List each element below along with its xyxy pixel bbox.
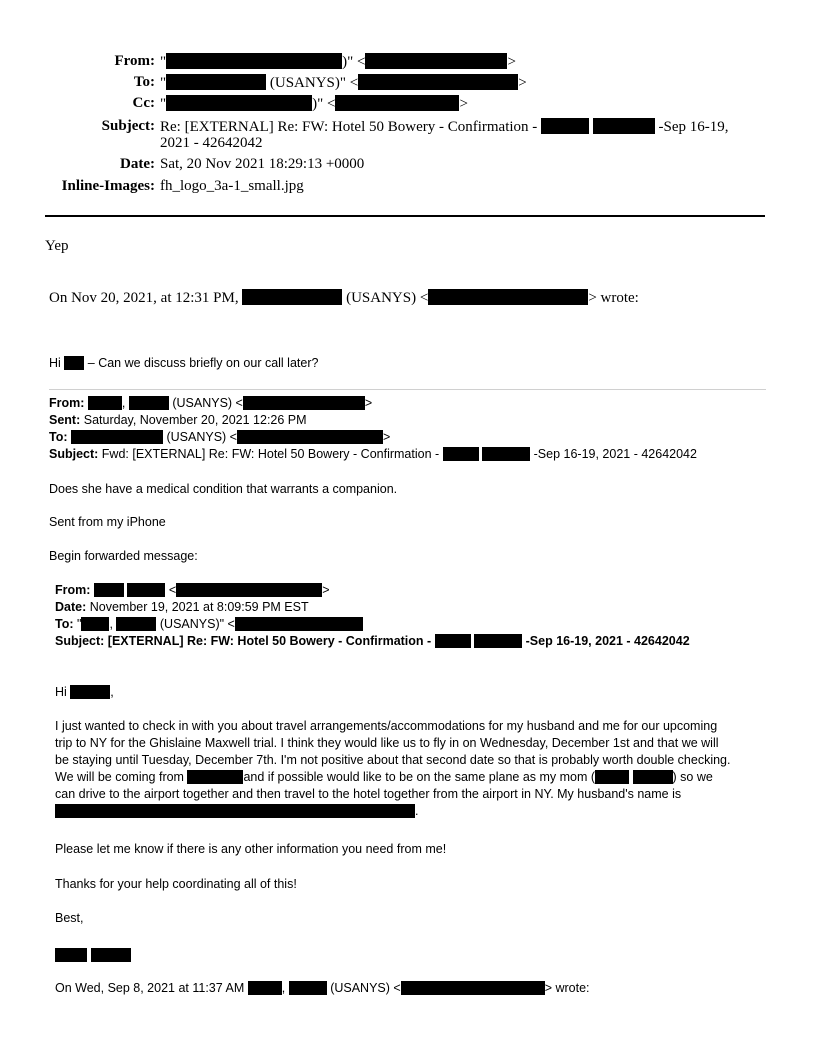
subject-value-line2: 2021 - 42642042 [160, 135, 263, 151]
redaction-box [595, 770, 629, 784]
letter-p1-line5: can drive to the airport together and then travel to the hotel together from the airport in NY. My husband's name is [55, 787, 682, 801]
letter-p1-line2: trip to NY for the Ghislaine Maxwell trial. I think they would like us to fly in on Wednesday, December 1st and that we will [55, 736, 719, 750]
redaction-box [242, 289, 342, 305]
hi-line: Hi – Can we discuss briefly on our call later? [49, 356, 319, 370]
redaction-box [91, 948, 131, 962]
redaction-box [593, 118, 655, 134]
redaction-box [243, 396, 365, 410]
redaction-box [435, 634, 471, 648]
redaction-box [55, 804, 415, 818]
redaction-box [541, 118, 589, 134]
redaction-box [129, 396, 169, 410]
letter-p1-line6: . [55, 804, 418, 818]
redaction-box [428, 289, 588, 305]
fwd2-subject: Subject: [EXTERNAL] Re: FW: Hotel 50 Bowery - Confirmation - -Sep 16-19, 2021 - 42642042 [55, 634, 690, 648]
redaction-box [166, 53, 342, 69]
subject-label: Subject: [101, 118, 155, 134]
redaction-box [94, 583, 124, 597]
fwd1-to: To: (USANYS) < > [49, 430, 391, 444]
redaction-box [482, 447, 530, 461]
fwd1-subject: Subject: Fwd: [EXTERNAL] Re: FW: Hotel 50 Bowery - Confirmation - -Sep 16-19, 2021 - 42642042 [49, 447, 697, 461]
redaction-box [55, 948, 87, 962]
to-label: To: [133, 74, 155, 90]
redaction-box [176, 583, 322, 597]
fwd2-to: To: " , (USANYS)" < [55, 617, 363, 631]
redaction-box [443, 447, 479, 461]
cc-value: " )" < > [160, 96, 468, 112]
fwd1-from: From: , (USANYS) < > [49, 396, 373, 410]
redaction-box [127, 583, 165, 597]
fwd1-line1: Does she have a medical condition that warrants a companion. [49, 482, 398, 496]
from-value: " )" < > [160, 54, 516, 70]
redaction-box [335, 95, 459, 111]
signature [55, 946, 131, 964]
outlook-divider [49, 389, 766, 390]
redaction-box [166, 74, 266, 90]
fwd1-line2: Sent from my iPhone [49, 515, 166, 529]
redaction-box [358, 74, 518, 90]
redaction-box [474, 634, 522, 648]
quoted-wrote-line-2: On Wed, Sep 8, 2021 at 11:37 AM , (USANYS) < > wrote: [55, 981, 590, 995]
letter-p1-line4: We will be coming from and if possible would like to be on the same plane as my mom ( ) so we [55, 770, 713, 784]
redaction-box [64, 356, 84, 370]
redaction-box [116, 617, 156, 631]
letter-p1-line3: be staying until Tuesday, December 7th. I'm not positive about that second date so that is probably worth double checking. [55, 753, 731, 767]
redaction-box [633, 770, 673, 784]
redaction-box [289, 981, 327, 995]
redaction-box [248, 981, 282, 995]
redaction-box [88, 396, 122, 410]
letter-p2: Please let me know if there is any other information you need from me! [55, 842, 447, 856]
reply-text: Yep [45, 238, 69, 254]
quoted-wrote-line: On Nov 20, 2021, at 12:31 PM, (USANYS) < > wrote: [49, 290, 639, 306]
redaction-box [401, 981, 545, 995]
letter-p1-line1: I just wanted to check in with you about travel arrangements/accommodations for my husband and me for our upcoming [55, 719, 718, 733]
fwd2-date: Date: November 19, 2021 at 8:09:59 PM EST [55, 600, 309, 614]
to-value: " (USANYS)" < > [160, 75, 527, 91]
inline-images-value: fh_logo_3a-1_small.jpg [160, 178, 304, 194]
fwd2-from: From: < > [55, 583, 330, 597]
redaction-box [187, 770, 243, 784]
redaction-box [81, 617, 109, 631]
letter-greeting: Hi , [55, 685, 114, 699]
redaction-box [71, 430, 163, 444]
from-label: From: [114, 53, 155, 69]
letter-signoff: Best, [55, 911, 84, 925]
inline-images-label: Inline-Images: [61, 178, 155, 194]
redaction-box [237, 430, 383, 444]
letter-p3: Thanks for your help coordinating all of this! [55, 877, 297, 891]
redaction-box [70, 685, 110, 699]
date-value: Sat, 20 Nov 2021 18:29:13 +0000 [160, 156, 365, 172]
fwd1-sent: Sent: Saturday, November 20, 2021 12:26 PM [49, 413, 307, 427]
date-label: Date: [120, 156, 155, 172]
cc-label: Cc: [132, 95, 155, 111]
redaction-box [365, 53, 507, 69]
redaction-box [166, 95, 312, 111]
subject-value: Re: [EXTERNAL] Re: FW: Hotel 50 Bowery - Confirmation - -Sep 16-19, [160, 119, 729, 135]
redaction-box [235, 617, 363, 631]
header-divider [45, 215, 765, 217]
fwd1-line3: Begin forwarded message: [49, 549, 198, 563]
